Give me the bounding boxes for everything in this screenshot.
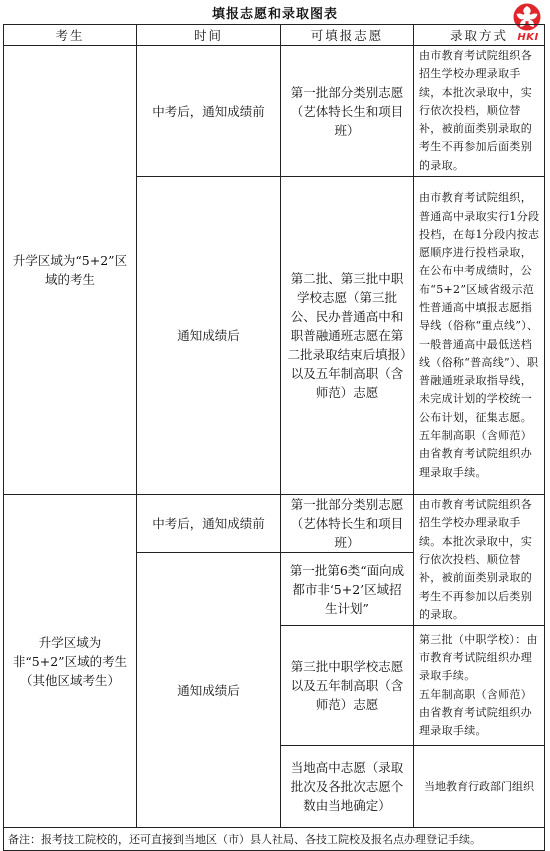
time-cell: 中考后，通知成绩前 [137,46,281,177]
method-cell [414,495,545,626]
method-cell [414,626,545,746]
method-text: 五年制高职（含师范）由省教育考试院组织办理录取手续。 [419,687,532,738]
choice-cell: 第一批部分类别志愿（艺体特长生和项目班） [281,46,414,177]
table-row [4,495,545,553]
time-cell: 通知成绩后 [137,553,281,828]
method-cell [414,177,545,495]
method-text: 由市教育考试院组织各招生学校办理录取手续，本批次录取中，实行依次投档，顺位替补，被前面类别录取的考生不再参加后面类别的录取。 [419,49,532,172]
header-row [4,25,545,46]
note-row [4,828,545,851]
method-text: 第三批（中职学校）：由市教育考试院组织办理录取手续。 [419,632,538,683]
method-text: 由市教育考试院组织各招生学校办理录取手续。本批次录取中，实行依次投档、顺位替补，被前面类别录取的考生不再参加以后类别的录取。 [419,498,532,621]
student-cell-group1: 升学区域为“5+2”区域的考生 [4,46,137,495]
choice-cell: 第三批中职学校志愿以及五年制高职（含师范）志愿 [281,626,414,746]
choice-cell: 当地高中志愿（录取批次及各批次志愿个数由当地确定） [281,746,414,828]
time-cell: 通知成绩后 [137,177,281,495]
method-text: 由市教育考试院组织，普通高中录取实行1分段投档，在每1分段内按志愿顺序进行投档录取，在公布中考成绩时，公布“5+2”区域省级示范性普通高中填报志愿指导线（俗称“重点线”）、一般普通高中最低送档线（俗称“普高线”）、职普融通班录取指导线，未完成计划的学校统一公布计划，征集志愿。 [419,191,540,424]
table-title: 填报志愿和录取图表 [211,7,338,22]
choice-cell: 第一批部分类别志愿（艺体特长生和项目班） [281,495,414,553]
student-cell-group2: 升学区域为非“5+2”区域的考生（其他区域考生） [4,495,137,828]
admission-table [3,24,545,851]
logo-text: HKI [517,32,539,43]
method-text: 五年制高职（含师范）由省教育考试院组织办理录取手续。 [419,429,532,479]
header-choice: 可填报志愿 [281,25,414,46]
table-row [4,46,545,177]
header-time: 时间 [137,25,281,46]
method-cell: 当地教育行政部门组织 [414,746,545,828]
choice-cell: 第一批第6类“面向成都市非‘5+2’区域招生计划” [281,553,414,626]
method-cell [414,46,545,177]
time-cell: 中考后，通知成绩前 [137,495,281,553]
header-student: 考生 [4,25,137,46]
choice-cell: 第二批、第三批中职学校志愿（第三批公、民办普通高中和职普融通班志愿在第二批录取结束后填报）以及五年制高职（含师范）志愿 [281,177,414,495]
header-method: 录取方式 [414,25,545,46]
note-text: 备注：报考技工院校的，还可直接到当地区（市）县人社局、各技工院校及报名点办理登记手续。 [4,828,545,851]
